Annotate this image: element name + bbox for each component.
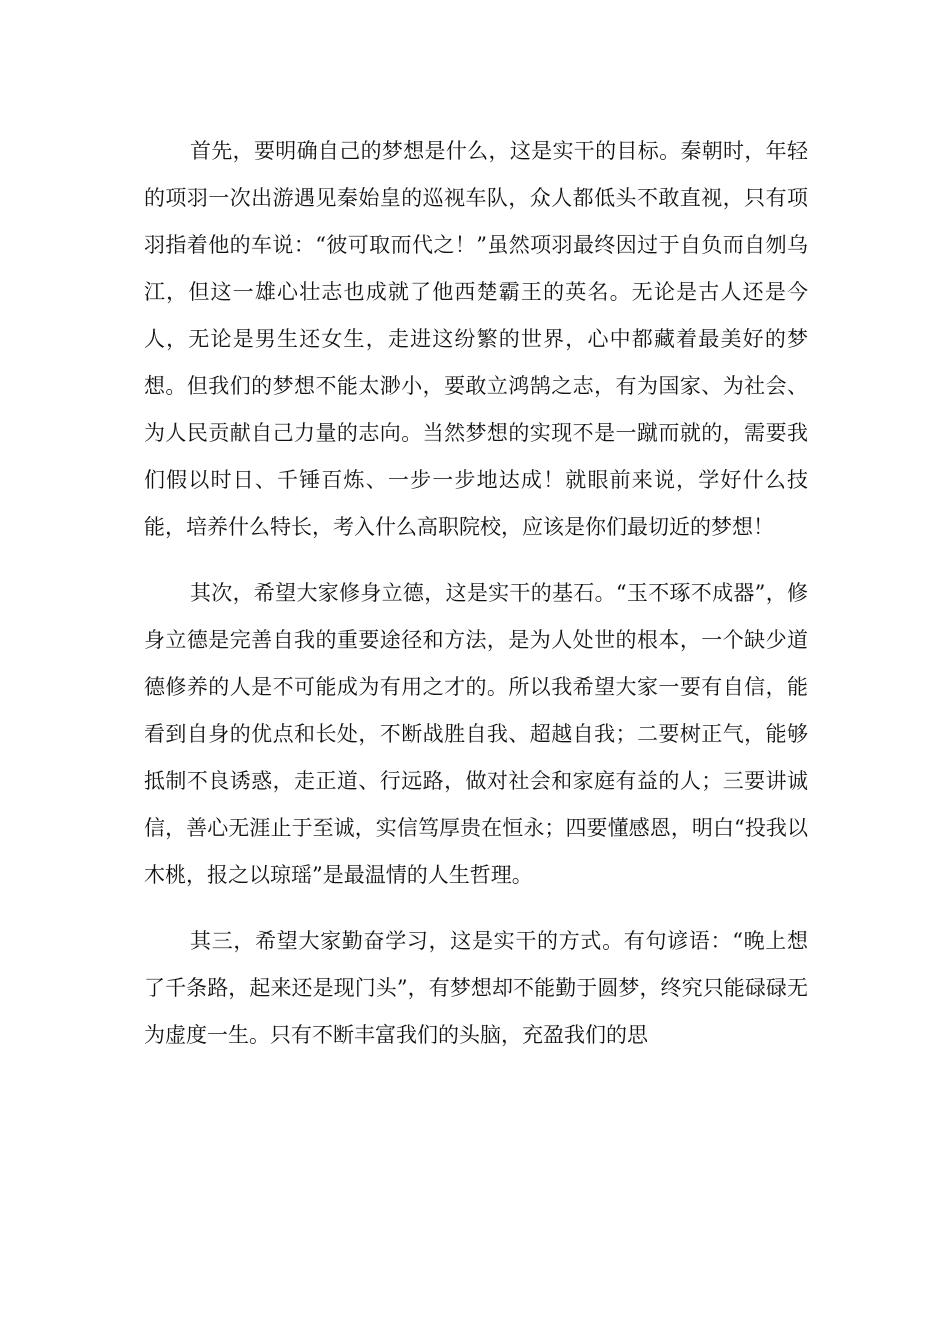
document-body	[144, 128, 808, 1078]
paragraph-morality: 其次，希望大家修身立德，这是实干的基石。“玉不琢不成器”，修身立德是完善自我的重要途径和方法，是为人处世的根本，一个缺少道德修养的人是不可能成为有用之才的。所以我希望大家一要有自信，能看到自身的优点和长处，不断战胜自我、超越自我；二要树正气，能够抵制不良诱惑，走正道、行远路，做对社会和家庭有益的人；三要讲诚信，善心无涯止于至诚，实信笃厚贵在恒永；四要懂感恩，明白“投我以木桃，报之以琼瑶”是最温情的人生哲理。	[144, 581, 808, 887]
paragraph-study: 其三，希望大家勤奋学习，这是实干的方式。有句谚语：“晚上想了千条路，起来还是现门头”，有梦想却不能勤于圆梦，终究只能碌碌无为虚度一生。只有不断丰富我们的头脑，充盈我们的思	[144, 929, 808, 1047]
paragraph-goal: 首先，要明确自己的梦想是什么，这是实干的目标。秦朝时，年轻的项羽一次出游遇见秦始皇的巡视车队，众人都低头不敢直视，只有项羽指着他的车说：“彼可取而代之！”虽然项羽最终因过于自负而自刎乌江，但这一雄心壮志也成就了他西楚霸王的英名。无论是古人还是今人，无论是男生还女生，走进这纷繁的世界，心中都藏着最美好的梦想。但我们的梦想不能太渺小，要敢立鸿鹄之志，有为国家、为社会、为人民贡献自己力量的志向。当然梦想的实现不是一蹴而就的，需要我们假以时日、千锤百炼、一步一步地达成！就眼前来说，学好什么技能，培养什么特长，考入什么高职院校，应该是你们最切近的梦想！	[144, 139, 808, 539]
